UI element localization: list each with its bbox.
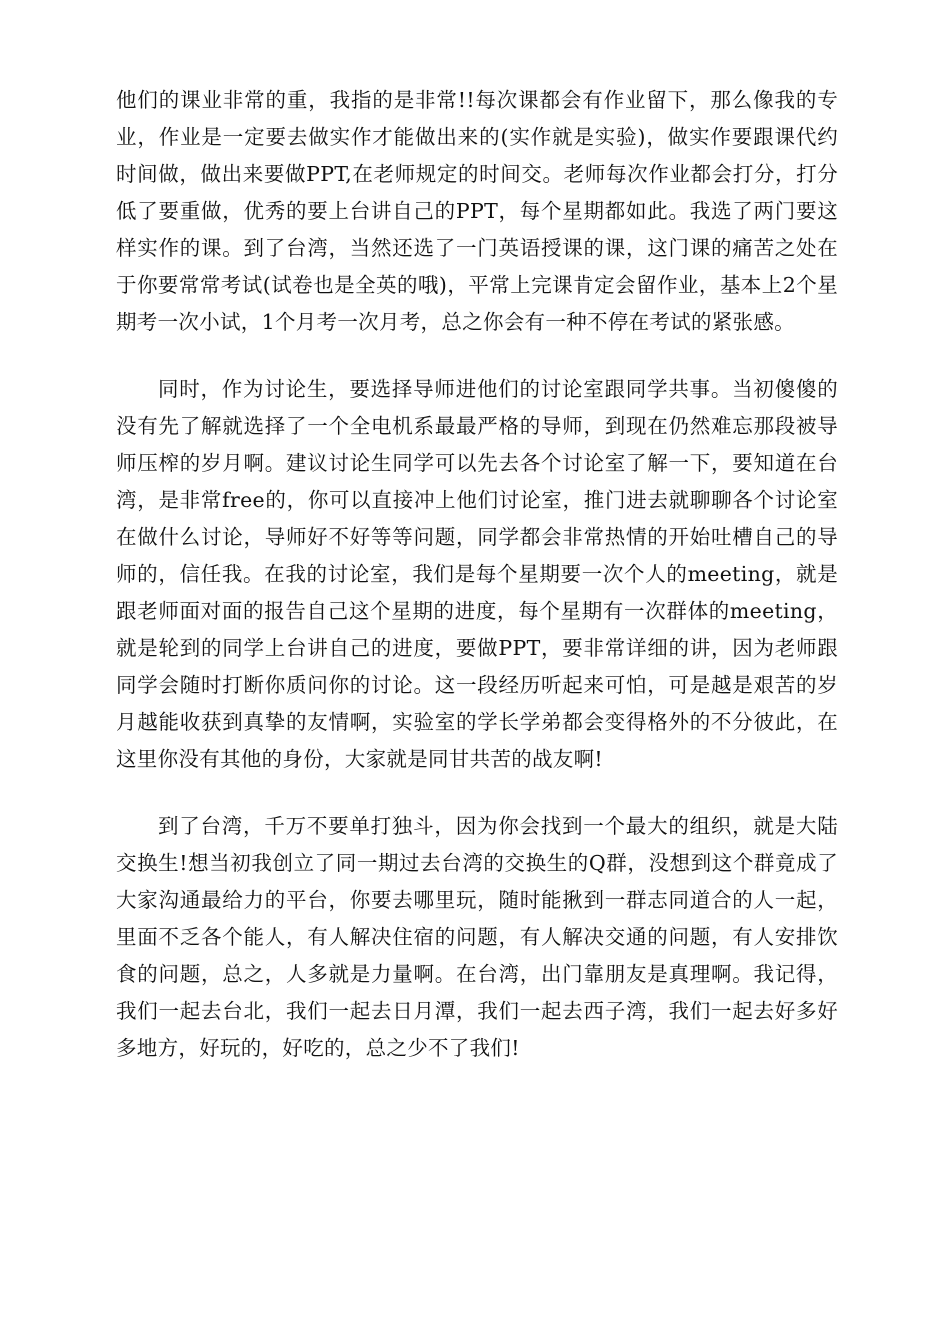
paragraph-exchange-group: 到了台湾，千万不要单打独斗，因为你会找到一个最大的组织，就是大陆交换生!想当初我创立了同一期过去台湾的交换生的Q群，没想到这个群竟成了大家沟通最给力的平台，你要去哪里玩，随时能揪到一群志同道合的人一起，里面不乏各个能人，有人解决住宿的问题，有人解决交通的问题，有人安排饮食的问题，总之，人多就是力量啊。在台湾，出门靠朋友是真理啊。我记得，我们一起去台北，我们一起去日月潭，我们一起去西子湾，我们一起去好多好多地方，好玩的，好吃的，总之少不了我们! (116, 814, 838, 1060)
paragraph-lab-advisor: 同时，作为讨论生，要选择导师进他们的讨论室跟同学共事。当初傻傻的没有先了解就选择了一个全电机系最最严格的导师，到现在仍然难忘那段被导师压榨的岁月啊。建议讨论生同学可以先去各个讨论室了解一下，要知道在台湾，是非常free的，你可以直接冲上他们讨论室，推门进去就聊聊各个讨论室在做什么讨论，导师好不好等等问题，同学都会非常热情的开始吐槽自己的导师的，信任我。在我的讨论室，我们是每个星期要一次个人的meeting，就是跟老师面对面的报告自己这个星期的进度，每个星期有一次群体的meeting，就是轮到的同学上台讲自己的进度，要做PPT，要非常详细的讲，因为老师跟同学会随时打断你质问你的讨论。这一段经历听起来可怕，可是越是艰苦的岁月越能收获到真挚的友情啊，实验室的学长学弟都会变得格外的不分彼此，在这里你没有其他的身份，大家就是同甘共苦的战友啊! (116, 377, 838, 771)
paragraph-spacer (116, 341, 838, 371)
paragraph-coursework: 他们的课业非常的重，我指的是非常!!每次课都会有作业留下，那么像我的专业，作业是一定要去做实作才能做出来的(实作就是实验)，做实作要跟课代约时间做，做出来要做PPT,在老师规定的时间交。老师每次作业都会打分，打分低了要重做，优秀的要上台讲自己的PPT，每个星期都如此。我选了两门要这样实作的课。到了台湾，当然还选了一门英语授课的课，这门课的痛苦之处在于你要常常考试(试卷也是全英的哦)，平常上完课肯定会留作业，基本上2个星期考一次小试，1个月考一次月考，总之你会有一种不停在考试的紧张感。 (116, 88, 838, 334)
document-body (116, 82, 838, 1067)
paragraph-spacer (116, 778, 838, 808)
